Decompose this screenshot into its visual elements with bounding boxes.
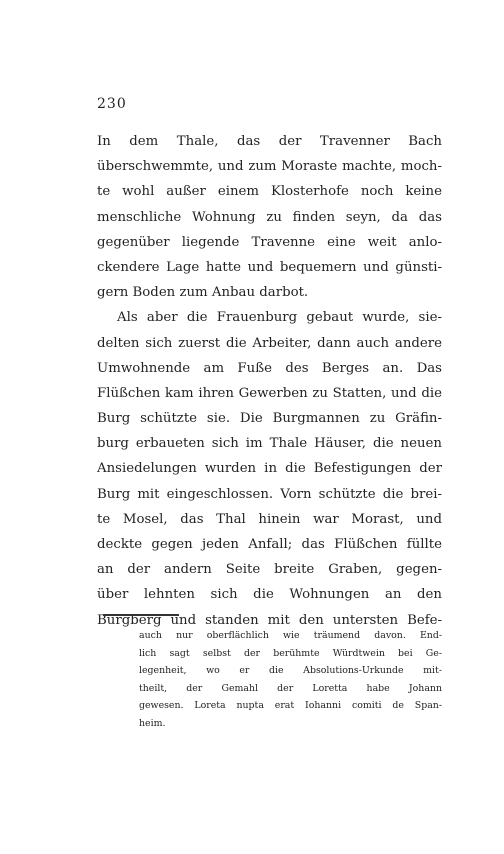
footnote-line: theilt, der Gemahl der Loretta habe Johann xyxy=(139,682,442,694)
text-line: Ansiedelungen wurden in die Befestigungen der xyxy=(97,461,442,477)
text-line: Umwohnende am Fuße des Berges an. Das xyxy=(97,360,442,376)
text-line: delten sich zuerst die Arbeiter, dann auch andere xyxy=(97,335,442,351)
body-text xyxy=(97,129,442,633)
footnote xyxy=(139,627,442,733)
text-line: Burgberg und standen mit den untersten Befe- xyxy=(97,612,442,628)
text-line: gern Boden zum Anbau darbot. xyxy=(97,285,309,301)
footnote-line: auch nur oberflächlich wie träumend davon. End- xyxy=(139,630,442,641)
text-line: burg erbaueten sich im Thale Häuser, die neuen xyxy=(97,436,442,452)
text-line: Burg schützte sie. Die Burgmannen zu Gräfin- xyxy=(97,411,442,427)
footnote-line: lich sagt selbst der berühmte Würdtwein bei Ge- xyxy=(139,647,442,659)
footnote-line: legenheit, wo er die Absolutions-Urkunde mit- xyxy=(139,665,442,677)
text-line: In dem Thale, das der Travenner Bach xyxy=(97,134,442,149)
text-line: te Mosel, das Thal hinein war Morast, und xyxy=(97,511,442,527)
footnote-line: heim. xyxy=(139,717,166,729)
text-line: Flüßchen kam ihren Gewerben zu Statten, und die xyxy=(97,385,442,401)
text-line: te wohl außer einem Klosterhofe noch keine xyxy=(97,184,442,200)
text-line: menschliche Wohnung zu finden seyn, da das xyxy=(97,209,442,225)
text-line: an der andern Seite breite Graben, gegen- xyxy=(97,562,442,578)
text-line: Als aber die Frauenburg gebaut wurde, sie- xyxy=(117,310,442,326)
text-line: über lehnten sich die Wohnungen an den xyxy=(97,587,442,603)
text-line: ckendere Lage hatte und bequemern und günsti- xyxy=(97,259,442,275)
page-number: 230 xyxy=(97,96,127,112)
footnote-divider xyxy=(103,614,179,616)
footnote-line: gewesen. Loreta nupta erat Iohanni comiti de Span- xyxy=(139,700,442,712)
text-line: deckte gegen jeden Anfall; das Flüßchen füllte xyxy=(97,537,442,552)
text-line: gegenüber liegende Travenne eine weit anlo- xyxy=(97,234,442,250)
text-line: Burg mit eingeschlossen. Vorn schützte die brei- xyxy=(97,486,442,502)
text-line: überschwemmte, und zum Moraste machte, moch- xyxy=(97,159,442,175)
